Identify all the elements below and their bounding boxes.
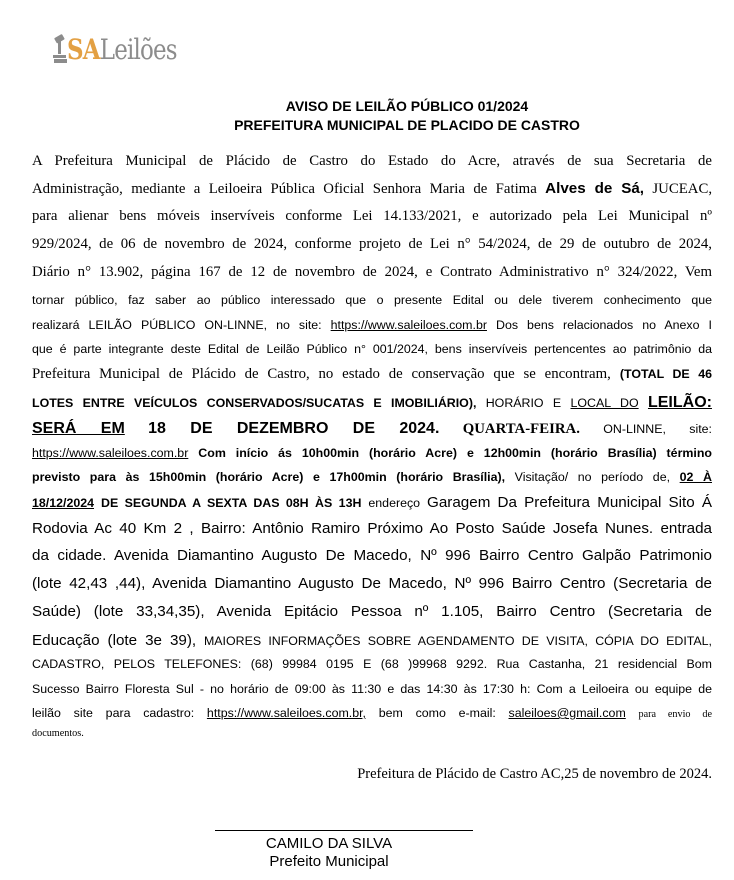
- site-link[interactable]: https://www.saleiloes.com.br,: [206, 706, 366, 720]
- body-line: [32, 632, 712, 650]
- body-text: Dos bens relacionados no Anexo I: [496, 318, 712, 332]
- logo-sa-text: SA: [67, 33, 100, 66]
- lots-text: (TOTAL DE 46: [619, 367, 712, 381]
- visit-dates: 18/12/2024: [32, 496, 95, 510]
- body-line: que é parte integrante deste Edital de Leilão Público n° 001/2024, bens inservíveis pertencentes ao patrimônio da: [32, 342, 712, 356]
- auction-date: 18 DE DEZEMBRO DE 2024.: [148, 420, 440, 437]
- notice-title: AVISO DE LEILÃO PÚBLICO 01/2024: [285, 98, 529, 114]
- body-line: CADASTRO, PELOS TELEFONES: (68) 99984 0195 E (68 )99968 9292. Rua Castanha, 21 residencial Bom: [32, 657, 712, 671]
- body-text: JUCEAC,: [652, 181, 713, 197]
- schedule-text: previsto para às 15h00min (horário Acre) e 17h00min (horário Brasília),: [32, 470, 506, 484]
- body-line: [32, 365, 712, 383]
- body-text: HORÁRIO E: [485, 396, 562, 410]
- body-line: (lote 42,43 ,44), Avenida Diamantino Augusto De Macedo, Nº 996 Bairro Centro (Secretaria de: [32, 575, 712, 592]
- body-text: MAIORES INFORMAÇÕES SOBRE AGENDAMENTO DE VISITA, CÓPIA DO EDITAL,: [203, 634, 713, 648]
- place-and-date: Prefeitura de Plácido de Castro AC,25 de novembro de 2024.: [357, 766, 712, 782]
- body-text: Visitação/ no período de,: [514, 470, 671, 484]
- body-line: Saúde) (lote 33,34,35), Avenida Epitácio Pessoa nº 1.105, Bairro Centro (Secretaria de: [32, 603, 712, 620]
- auction-weekday: QUARTA-FEIRA.: [462, 421, 580, 437]
- lots-text: LOTES ENTRE VEÍCULOS CONSERVADOS/SUCATAS E IMOBILIÁRIO),: [32, 396, 477, 410]
- body-line: tornar público, faz saber ao público interessado que o presente Edital ou dele tiverem conhecimento que: [32, 293, 712, 307]
- body-text: bem como e-mail:: [378, 706, 496, 720]
- body-line: documentos.: [32, 728, 84, 739]
- body-text: leilão site para cadastro:: [32, 706, 195, 720]
- body-line: [32, 420, 712, 438]
- body-text: endereço: [368, 496, 421, 510]
- body-text: realizará LEILÃO PÚBLICO ON-LINNE, no site:: [32, 318, 322, 332]
- body-text: Administração, mediante a Leiloeira Pública Oficial Senhora Maria de Fatima: [32, 181, 537, 197]
- gavel-icon: [53, 34, 67, 64]
- auction-label: LEILÃO:: [647, 394, 712, 411]
- notice-subtitle: PREFEITURA MUNICIPAL DE PLACIDO DE CASTRO: [234, 117, 580, 133]
- body-text: Prefeitura Municipal de Plácido de Castro, no estado de conservação que se encontram,: [32, 366, 611, 382]
- body-line: para alienar bens móveis inservíveis conforme Lei 14.133/2021, e autorizado pela Lei Municipal nº: [32, 208, 712, 224]
- body-text: Educação (lote 3e 39),: [32, 632, 197, 649]
- body-line: 929/2024, de 06 de novembro de 2024, conforme projeto de Lei n° 54/2024, de 29 de outubro de 2024,: [32, 236, 712, 252]
- visit-hours: DE SEGUNDA A SEXTA DAS 08H ÀS 13H: [101, 496, 362, 510]
- auction-label: SERÁ EM: [32, 420, 125, 437]
- body-line: [32, 706, 712, 720]
- body-line: A Prefeitura Municipal de Plácido de Castro do Estado do Acre, através de sua Secretaria de: [32, 153, 712, 169]
- body-line: Diário n° 13.902, página 167 de 12 de novembro de 2024, e Contrato Administrativo n° 324/2022, Vem: [32, 264, 712, 280]
- email-link[interactable]: saleiloes@gmail.com: [508, 706, 626, 720]
- body-line: [32, 470, 712, 484]
- signature-name: CAMILO DA SILVA: [265, 835, 393, 852]
- schedule-text: Com início ás 10h00min (horário Acre) e 12h00min (horário Brasília) término: [198, 446, 712, 460]
- body-line: Rodovia Ac 40 Km 2 , Bairro: Antônio Ramiro Próximo Ao Posto Saúde Josefa Nunes. entrada: [32, 520, 712, 537]
- body-line: [32, 494, 712, 512]
- logo-leiloes-text: Leilões: [99, 33, 177, 66]
- body-line: [32, 446, 712, 460]
- site-link[interactable]: https://www.saleiloes.com.br: [330, 318, 487, 332]
- visit-dates: 02 À: [679, 470, 712, 484]
- body-line: [32, 180, 712, 198]
- address-text: Garagem Da Prefeitura Municipal Sito Á: [427, 494, 713, 511]
- body-line: [32, 394, 712, 412]
- body-line: [32, 318, 712, 332]
- signature-line: [215, 830, 473, 831]
- saleiloes-logo: [53, 20, 201, 64]
- body-text: ON-LINNE, site:: [603, 422, 712, 436]
- body-text: LOCAL DO: [570, 396, 639, 410]
- body-line: Sucesso Bairro Floresta Sul - no horário de 09:00 às 11:30 e das 14:30 às 17:30 h: Com a Leiloeira ou equipe de: [32, 682, 712, 696]
- site-link[interactable]: https://www.saleiloes.com.br: [32, 446, 189, 460]
- body-line: da cidade. Avenida Diamantino Augusto De Macedo, Nº 996 Bairro Centro Galpão Patrimonio: [32, 547, 712, 564]
- auctioneer-name: Alves de Sá,: [545, 180, 645, 197]
- body-text: para envio de: [638, 709, 712, 720]
- signature-role: Prefeito Municipal: [269, 853, 389, 870]
